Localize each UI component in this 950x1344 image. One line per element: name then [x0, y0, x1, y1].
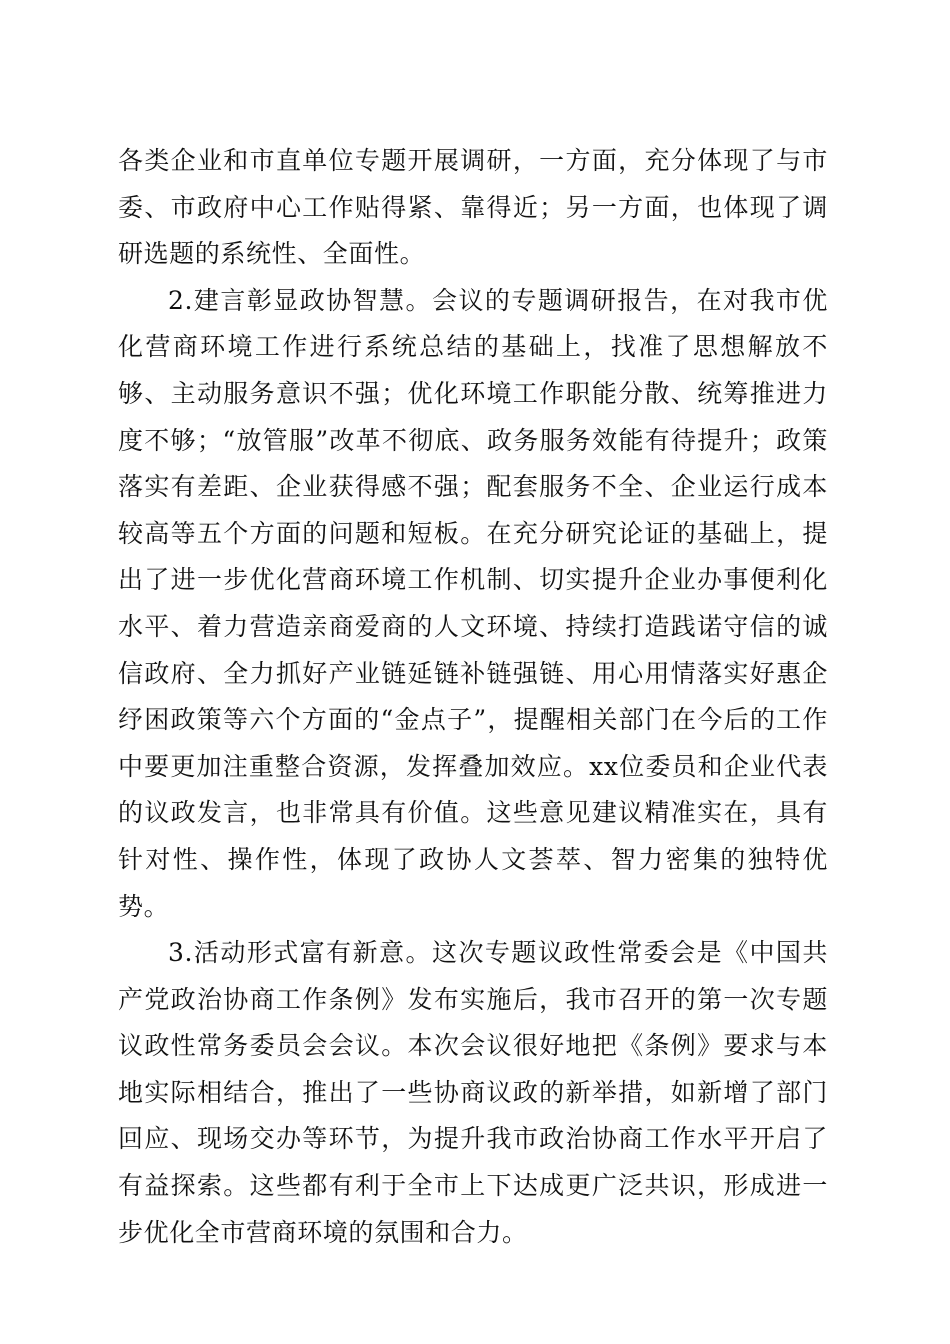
- document-body: [118, 138, 828, 1256]
- paragraph-item-3: 3.活动形式富有新意。这次专题议政性常委会是《中国共产党政治协商工作条例》发布实施后，我市召开的第一次专题议政性常务委员会会议。本次会议很好地把《条例》要求与本地实际相结合，推出了一些协商议政的新举措，如新增了部门回应、现场交办等环节，为提升我市政治协商工作水平开启了有益探索。这些都有利于全市上下达成更广泛共识，形成进一步优化全市营商环境的氛围和合力。: [118, 938, 828, 1247]
- paragraph-continuation: 各类企业和市直单位专题开展调研，一方面，充分体现了与市委、市政府中心工作贴得紧、靠得近；另一方面，也体现了调研选题的系统性、全面性。: [118, 146, 828, 269]
- paragraph-item-2: 2.建言彰显政协智慧。会议的专题调研报告，在对我市优化营商环境工作进行系统总结的基础上，找准了思想解放不够、主动服务意识不强；优化环境工作职能分散、统筹推进力度不够；“放管服”改革不彻底、政务服务效能有待提升；政策落实有差距、企业获得感不强；配套服务不全、企业运行成本较高等五个方面的问题和短板。在充分研究论证的基础上，提出了进一步优化营商环境工作机制、切实提升企业办事便利化水平、着力营造亲商爱商的人文环境、持续打造践诺守信的诚信政府、全力抓好产业链延链补链强链、用心用情落实好惠企纾困政策等六个方面的“金点子”，提醒相关部门在今后的工作中要更加注重整合资源，发挥叠加效应。xx位委员和企业代表的议政发言，也非常具有价值。这些意见建议精准实在，具有针对性、操作性，体现了政协人文荟萃、智力密集的独特优势。: [118, 285, 828, 921]
